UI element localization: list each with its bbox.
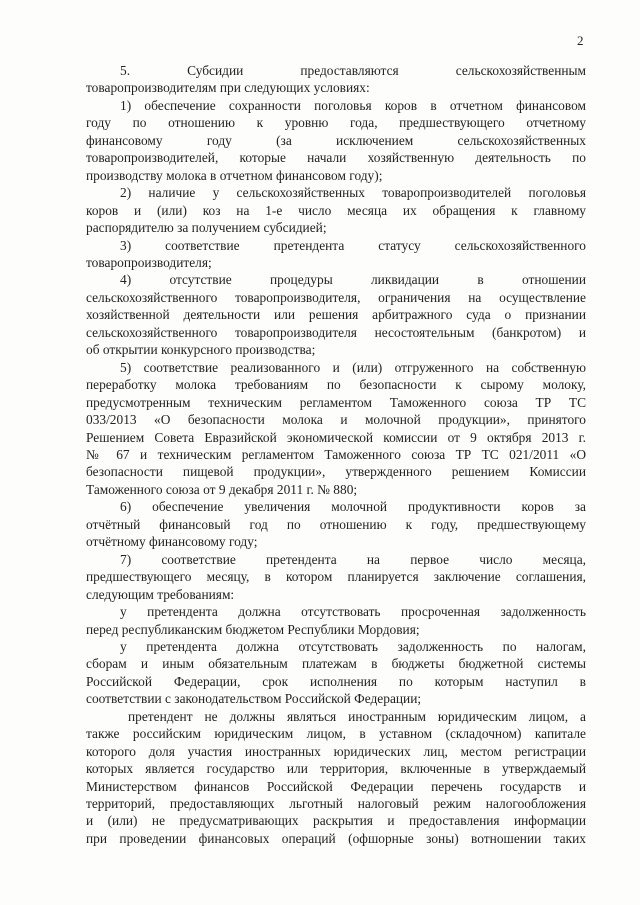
text-line: Российской Федерации, срок исполнения по которым наступил в	[86, 673, 586, 689]
text-line: об открытии конкурсного производства;	[86, 342, 316, 358]
text-line: Министерством финансов Российской Федерации перечень государств и	[86, 778, 586, 794]
text-line: отчётному финансовому году;	[86, 534, 258, 550]
text-line: у претендента должна отсутствовать просроченная задолженность	[120, 604, 586, 620]
text-line: производству молока в отчетном финансовом году);	[86, 167, 383, 183]
text-line: при проведении финансовых операций (офшорные зоны) вотношении таких	[86, 830, 586, 846]
text-line: отчётный финансовый год по отношению к году, предшествующему	[86, 516, 586, 532]
text-line: № 67 и техническим регламентом Таможенного союза ТР ТС 021/2011 «О	[86, 446, 586, 462]
text-line: 033/2013 «О безопасности молока и молочной продукции», принятого	[86, 412, 586, 428]
text-line: 6) обеспечение увеличения молочной продуктивности коров за	[120, 499, 586, 515]
text-line: 2) наличие у сельскохозяйственных товаропроизводителей поголовья	[120, 185, 586, 201]
text-line: 7) соответствие претендента на первое число месяца,	[120, 551, 586, 567]
text-line: которых является государство или территория, включенные в утверждаемый	[86, 761, 586, 777]
text-line: предусмотренным техническим регламентом Таможенного союза ТР ТС	[86, 394, 586, 410]
text-line: переработку молока требованиям по безопасности к сырому молоку,	[86, 377, 586, 393]
text-line: 5. Субсидии предоставляются сельскохозяйственным	[120, 63, 586, 78]
text-line: у претендента должна отсутствовать задолженность по налогам,	[120, 638, 586, 654]
text-line: которого доля участия иностранных юридических лиц, местом регистрации	[86, 743, 586, 759]
text-line: 3) соответствие претендента статусу сельскохозяйственного	[120, 237, 586, 253]
text-line: также российским юридическим лицом, в уставном (складочном) капитале	[86, 726, 586, 742]
text-line: товаропроизводителей, которые начали хозяйственную деятельность по	[86, 150, 586, 166]
text-line: Решением Совета Евразийской экономической комиссии от 9 октября 2013 г.	[86, 429, 586, 445]
text-line: соответствии с законодательством Российской Федерации;	[86, 691, 422, 707]
text-line: перед республиканским бюджетом Республики Мордовия;	[86, 621, 420, 637]
text-line: сельскохозяйственного товаропроизводителя, ограничения на осуществление	[86, 289, 586, 305]
text-line: и (или) не предусматривающих раскрытия и предоставления информации	[86, 813, 586, 829]
text-line: территорий, предоставляющих льготный налоговый режим налогообложения	[86, 796, 586, 812]
text-line: следующим требованиям:	[86, 586, 235, 602]
text-line: претендент не должны являться иностранным юридическим лицом, а	[128, 708, 586, 724]
text-line: товаропроизводителям при следующих условиях:	[86, 80, 370, 96]
page-number: 2	[577, 33, 584, 48]
text-line: 1) обеспечение сохранности поголовья коров в отчетном финансовом	[120, 97, 586, 113]
text-line: Таможенного союза от 9 декабря 2011 г. № 880;	[86, 481, 358, 497]
text-line: сельскохозяйственного товаропроизводителя несостоятельным (банкротом) и	[86, 324, 586, 340]
text-line: 4) отсутствие процедуры ликвидации в отношении	[120, 272, 586, 288]
document-body	[86, 62, 586, 847]
text-line: распорядителю за получением субсидией;	[86, 220, 327, 236]
text-line: финансовому году (за исключением сельскохозяйственных	[86, 132, 586, 148]
text-line: хозяйственной деятельности или решения арбитражного суда о признании	[86, 307, 586, 323]
text-line: 5) соответствие реализованного и (или) отгруженного на собственную	[120, 359, 586, 375]
text-line: сборам и иным обязательным платежам в бюджеты бюджетной системы	[86, 656, 586, 672]
text-line: году по отношению к уровню года, предшествующего отчетному	[86, 115, 586, 131]
text-line: коров и (или) коз на 1-е число месяца их обращения к главному	[86, 202, 586, 218]
text-line: предшествующего месяцу, в котором планируется заключение соглашения,	[86, 569, 586, 585]
text-line: товаропроизводителя;	[86, 254, 212, 270]
text-line: безопасности пищевой продукции», утвержденного решением Комиссии	[86, 464, 586, 480]
